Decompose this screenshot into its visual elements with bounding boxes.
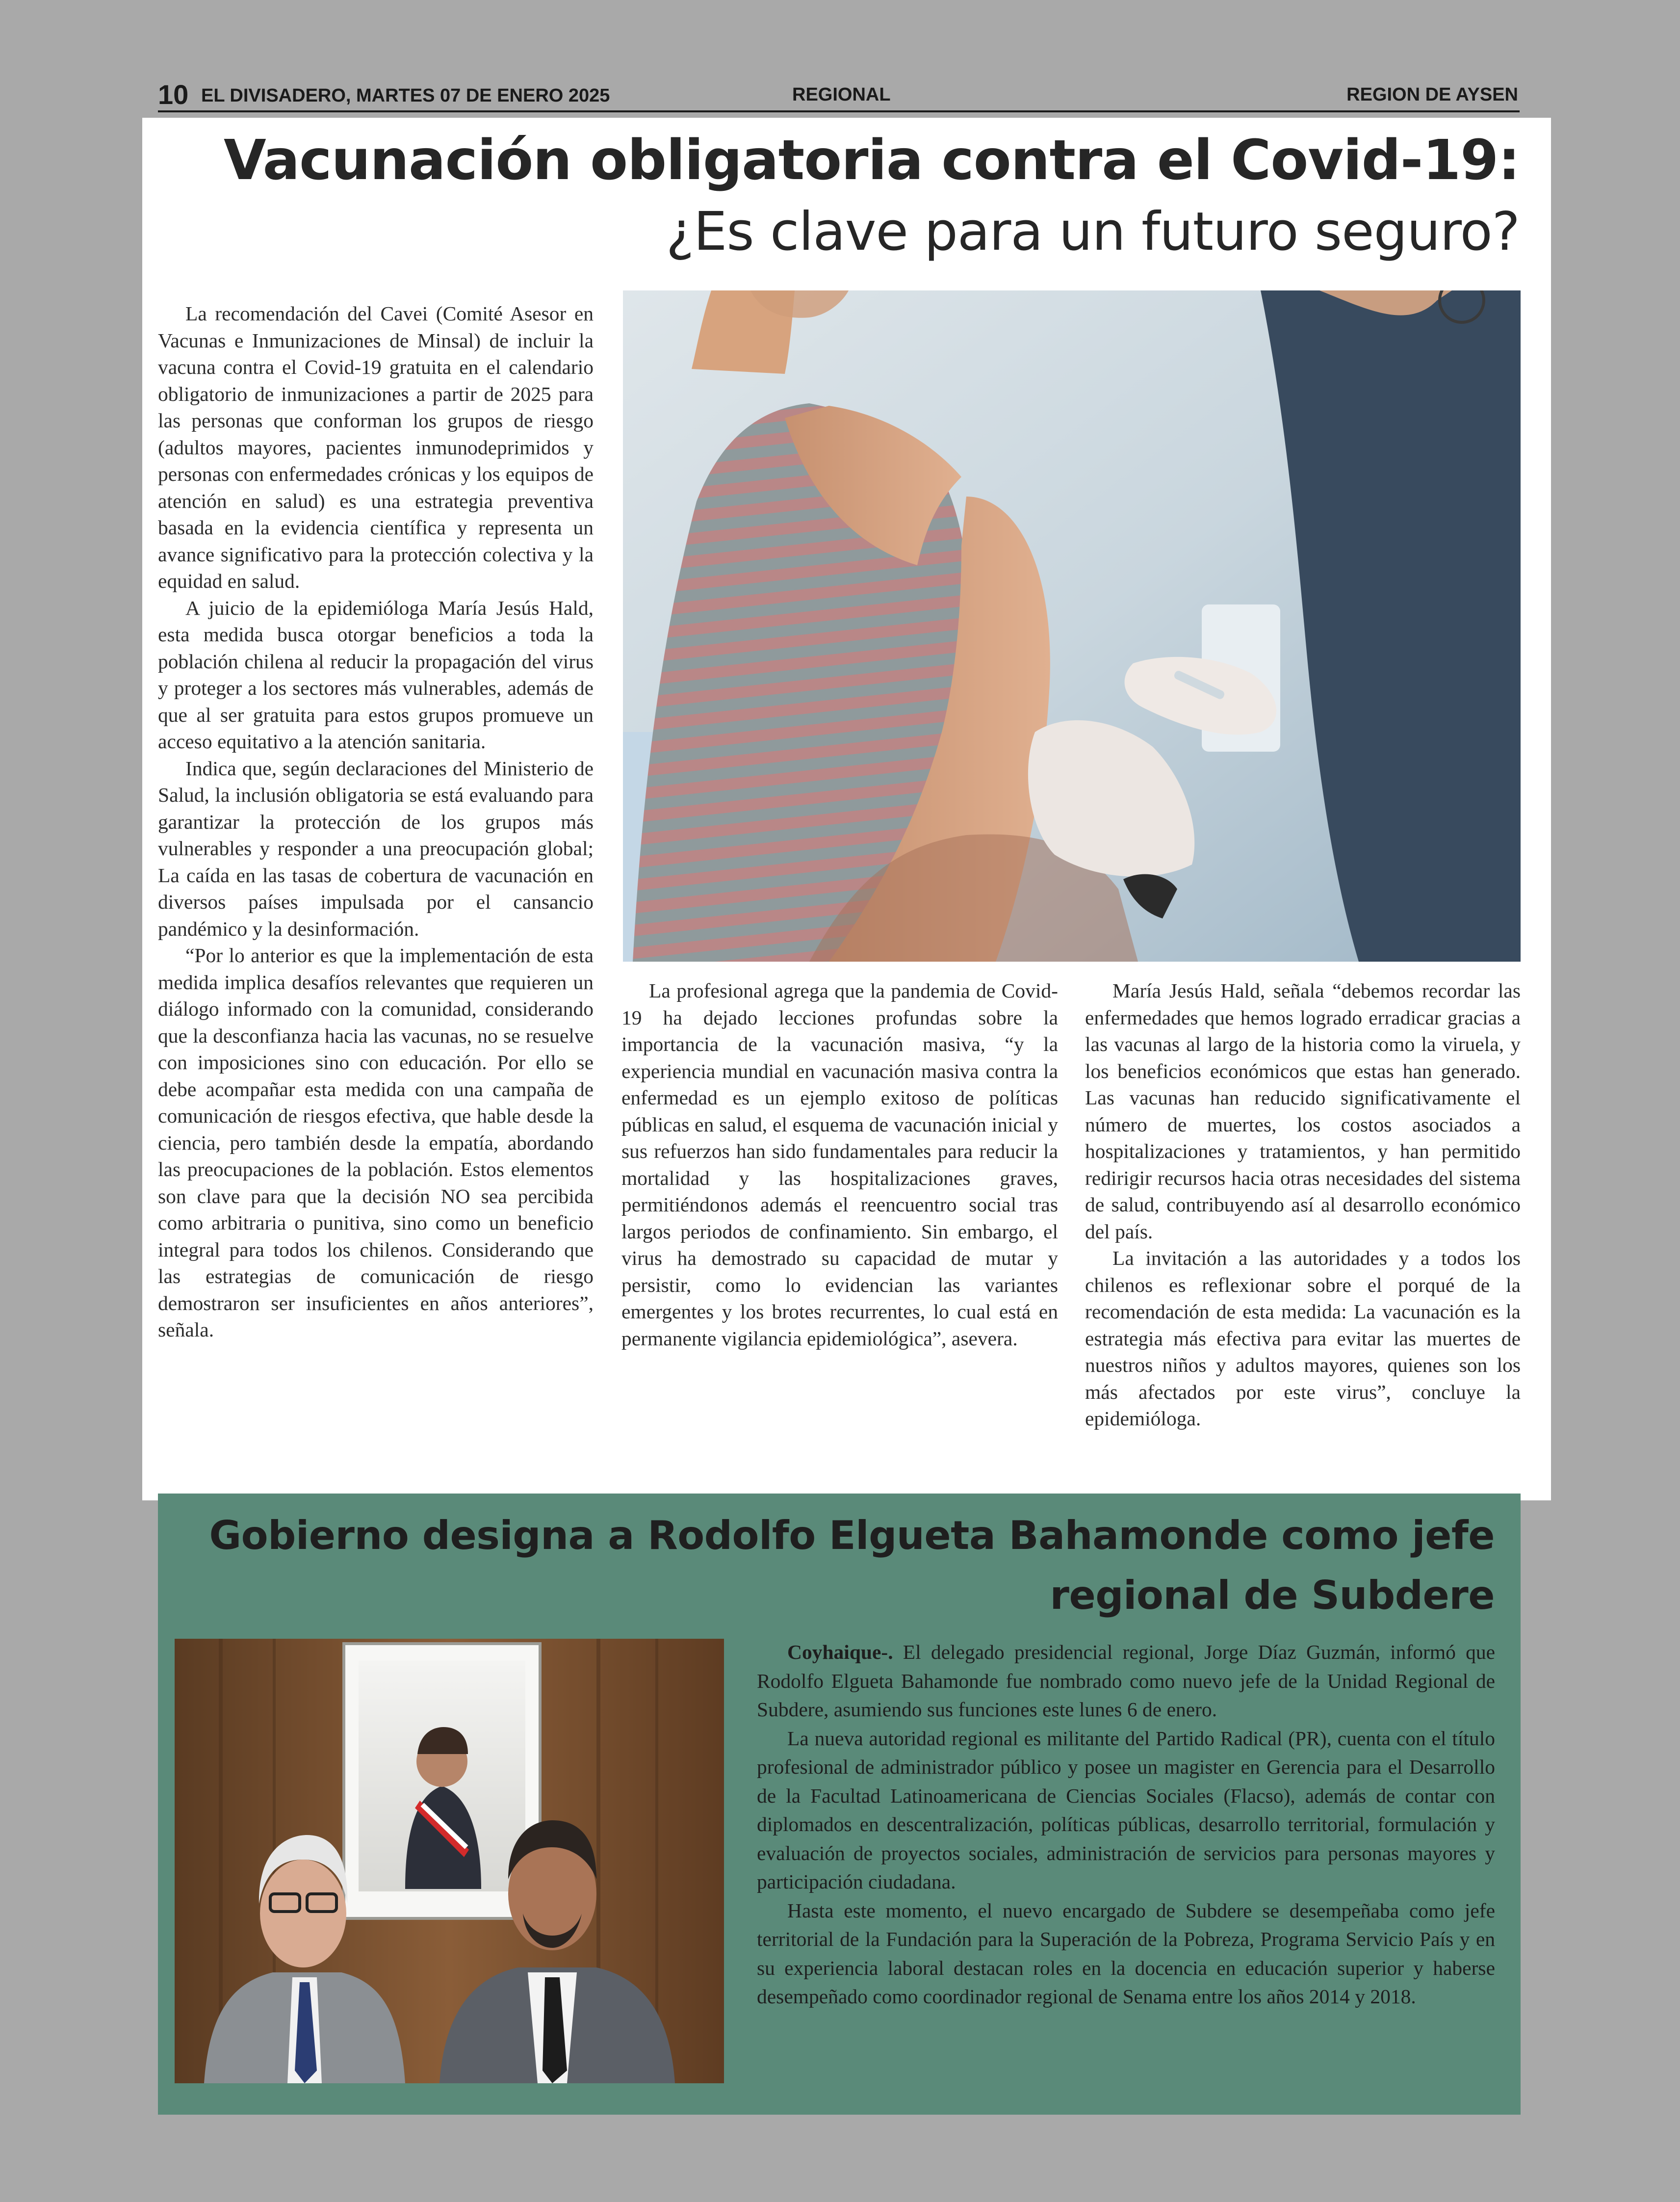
article-subdere-paragraph: La nueva autoridad regional es militante del Partido Radical (PR), cuenta con el título profesional de administrador público y posee un magister en Gerencia para el Desarrollo de la Facultad Latinoamericana de Ciencias Sociales (Flacso), además de contar con diplomados en descentralización, políticas públicas, desarrollo territorial, formulación y evaluación de proyectos sociales, administración de servicios para personas mayores y participación ciudadana.	[757, 1727, 1495, 1893]
vaccination-photo	[623, 290, 1521, 962]
article-vaccination-column-1	[158, 300, 594, 1343]
page-number: 10	[158, 79, 189, 110]
article-vaccination-paragraph: A juicio de la epidemióloga María Jesús Hald, esta medida busca otorgar beneficios a toda la población chilena al reducir la propagación del virus y proteger a los sectores más vulnerables, además de que al ser gratuita para estos grupos promueve un acceso equitativo a la atención sanitaria.	[158, 596, 594, 753]
paragraph-text: El delegado presidencial regional, Jorge Díaz Guzmán, informó que Rodolfo Elgueta Bahamonde fue nombrado como nuevo jefe de la Unidad Regional de Subdere, asumiendo sus funciones este lunes 6 de enero.	[757, 1641, 1495, 1721]
article-vaccination-paragraph: Indica que, según declaraciones del Ministerio de Salud, la inclusión obligatoria se está evaluando para garantizar la protección de los grupos más vulnerables y responder a una preocupación global; La caída en las tasas de cobertura de vacunación en diversos países impulsada por el cansancio pandémico y la desinformación.	[158, 757, 594, 940]
article-subdere-paragraph: Hasta este momento, el nuevo encargado de Subdere se desempeñaba como jefe territorial de la Fundación para la Superación de la Pobreza, Programa Servicio País y en su experiencia laboral destacan roles en la docencia en educación superior y haberse desempeñado como coordinador regional de Senama entre los años 2014 y 2018.	[757, 1899, 1495, 2008]
officials-photo	[175, 1639, 724, 2083]
article-vaccination-paragraph: “Por lo anterior es que la implementación de esta medida implica desafíos relevantes que requieren un diálogo informado con la comunidad, considerando que la desconfianza hacia las vacunas, no se resuelve con imposiciones sino con educación. Por ello se debe acompañar esta medida con una campaña de comunicación de riesgos efectiva, que hable desde la ciencia, pero también desde la empatía, abordando las preocupaciones de la población. Estos elementos son clave para que la decisión NO sea percibida como arbitraria o punitiva, sino como un beneficio integral para todos los chilenos. Considerando que las estrategias de comunicación de riesgo demostraron ser insuficientes en años anteriores”, señala.	[158, 944, 594, 1341]
article-vaccination-title-line2: ¿Es clave para un futuro seguro?	[666, 201, 1520, 262]
article-vaccination-paragraph: María Jesús Hald, señala “debemos recordar las enfermedades que hemos logrado erradicar gracias a las vacunas al largo de la historia como la viruela, y los beneficios económicos que estas han generado. Las vacunas han reducido significativamente el número de muertes, los costos asociados a hospitalizaciones y tratamientos, y han permitido redirigir recursos hacia otras necesidades del sistema de salud, contribuyendo así al desarrollo económico del país.	[1085, 979, 1521, 1243]
article-subdere-body	[757, 1638, 1495, 2011]
article-vaccination-column-2	[621, 977, 1058, 1352]
dateline: Coyhaique-.	[787, 1641, 893, 1663]
article-vaccination-title-line1: Vacunación obligatoria contra el Covid-19:	[224, 129, 1520, 192]
article-vaccination-paragraph: La profesional agrega que la pandemia de Covid-19 ha dejado lecciones profundas sobre la importancia de la vacunación masiva, “y la experiencia mundial en vacunación masiva contra la enfermedad es un ejemplo exitoso de políticas públicas en salud, el esquema de vacunación inicial y sus refuerzos han sido fundamentales para reducir la mortalidad y las hospitalizaciones graves, permitiéndonos además el reencuentro social tras largos periodos de confinamiento. Sin embargo, el virus ha demostrado su capacidad de mutar y persistir, como lo evidencian las variantes emergentes y los brotes recurrentes, lo cual está en permanente vigilancia epidemiológica”, asevera.	[621, 979, 1058, 1350]
article-subdere-title-line2: regional de Subdere	[1050, 1573, 1495, 1618]
article-vaccination-column-3	[1085, 977, 1521, 1432]
header-rule	[158, 110, 1520, 112]
region-label: REGION DE AYSEN	[1346, 84, 1518, 105]
article-subdere-title-line1: Gobierno designa a Rodolfo Elgueta Bahamonde como jefe	[209, 1513, 1495, 1558]
publication-date-line: EL DIVISADERO, MARTES 07 DE ENERO 2025	[201, 85, 610, 106]
section-label: REGIONAL	[792, 84, 891, 105]
article-subdere-paragraph	[757, 1638, 1495, 1724]
article-vaccination-paragraph: La recomendación del Cavei (Comité Asesor en Vacunas e Inmunizaciones de Minsal) de incluir la vacuna contra el Covid-19 gratuita en el calendario obligatorio de inmunizaciones a partir de 2025 para las personas que conforman los grupos de riesgo (adultos mayores, pacientes inmunodeprimidos y personas con enfermedades crónicas y los equipos de atención en salud) es una estrategia preventiva basada en la evidencia científica y representa un avance significativo para la protección colectiva y la equidad en salud.	[158, 302, 594, 592]
article-vaccination-paragraph: La invitación a las autoridades y a todos los chilenos es reflexionar sobre el porqué de la recomendación de esta medida: La vacunación es la estrategia más efectiva para evitar las muertes de nuestros niños y adultos mayores, quienes son los más afectados por este virus”, concluye la epidemióloga.	[1085, 1247, 1521, 1430]
